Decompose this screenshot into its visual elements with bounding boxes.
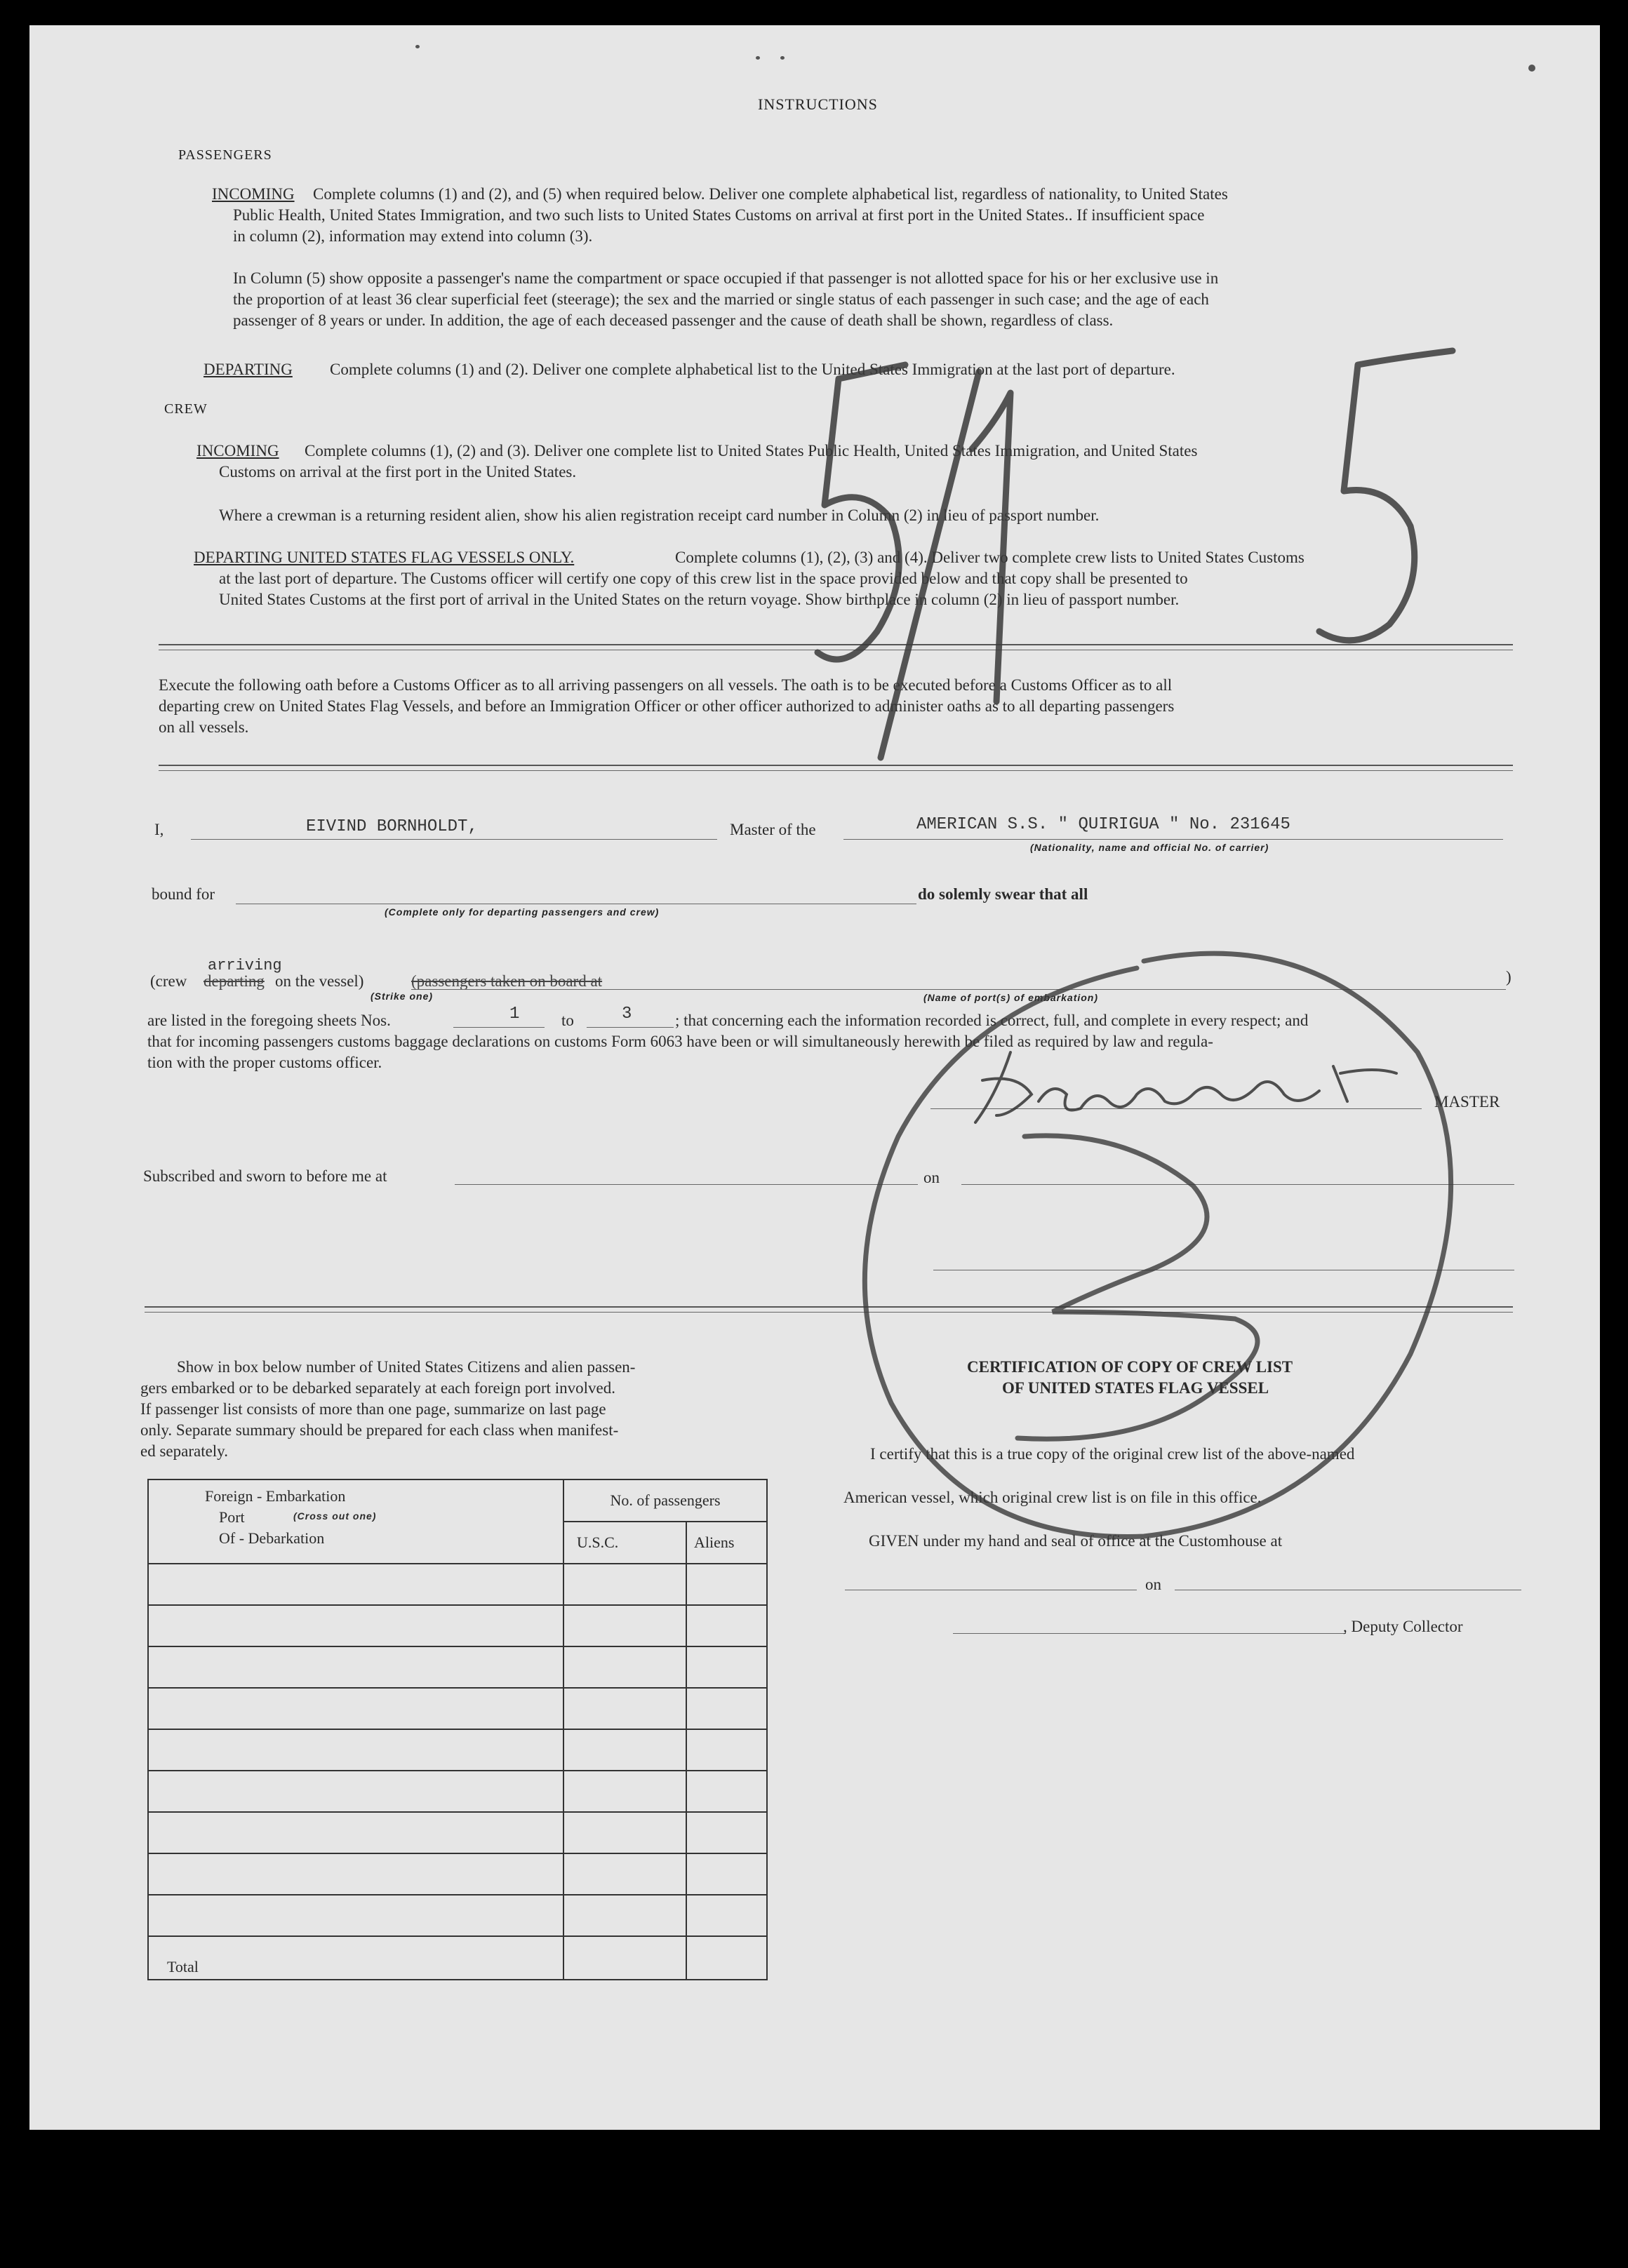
aliens-cell	[686, 1646, 767, 1688]
master-of-label: Master of the	[730, 821, 816, 838]
incoming-label: INCOMING	[212, 185, 295, 203]
subscribed-date-line	[961, 1184, 1514, 1185]
incoming-text-cont2: in column (2), information may extend into column (3).	[233, 227, 593, 245]
aliens-cell	[686, 1688, 767, 1729]
table-row	[148, 1646, 767, 1688]
bound-for-caption: (Complete only for departing passengers and crew)	[385, 906, 660, 918]
to-label: to	[561, 1012, 574, 1029]
aliens-cell	[686, 1729, 767, 1771]
ports-caption: (Name of port(s) of embarkation)	[923, 992, 1099, 1003]
instructions-title: INSTRUCTIONS	[758, 95, 878, 113]
usc-cell	[563, 1812, 686, 1853]
aliens-total-cell	[686, 1936, 767, 1980]
sheet-from: 1	[509, 1005, 520, 1024]
oath-i-label: I,	[154, 821, 164, 838]
crew-incoming-text-cont: Customs on arrival at the first port in the United States.	[219, 463, 577, 481]
departing-flag-text-3: United States Customs at the first port of arrival in the United States on the return voyage. Show birthplace in column (2) in lieu of passport number.	[219, 591, 1180, 608]
certification-line3: GIVEN under my hand and seal of office at the Customhouse at	[869, 1532, 1283, 1550]
ports-line	[411, 989, 1506, 990]
sheet-from-line	[453, 1027, 545, 1028]
usc-header: U.S.C.	[563, 1522, 686, 1564]
crew-heading: CREW	[164, 401, 208, 417]
port-cell	[148, 1771, 563, 1812]
oath-intro: Execute the following oath before a Customs Officer as to all arriving passengers on all vessels. The oath is to be executed before a Customs Officer as to all departing crew on United States Flag Vessels, and before an Immigration Officer or other officer authorized to administer oaths as to all departing passengers on all vessels.	[159, 676, 1175, 736]
port-cell	[148, 1895, 563, 1936]
table-row	[148, 1729, 767, 1771]
table-row	[148, 1605, 767, 1646]
usc-cell	[563, 1646, 686, 1688]
crewman-text: Where a crewman is a returning resident alien, show his alien registration receipt card number in Column (2) in lieu of passport number.	[219, 506, 1100, 524]
port-cell	[148, 1688, 563, 1729]
table-row	[148, 1853, 767, 1895]
declaration-line2: that for incoming passengers customs baggage declarations on customs Form 6063 have been or will simultaneously herewith be filed as required by law and regula-	[147, 1033, 1213, 1050]
certification-title-line2: OF UNITED STATES FLAG VESSEL	[1002, 1379, 1269, 1397]
usc-cell	[563, 1895, 686, 1936]
declaration-line3: tion with the proper customs officer.	[147, 1054, 382, 1071]
incoming-text-cont: Public Health, United States Immigration, and two such lists to United States Customs on arrival at first port in the United States.. If insufficient space	[233, 206, 1205, 224]
departing-struck: departing	[204, 972, 265, 990]
speck	[1528, 65, 1535, 72]
passenger-summary-table	[147, 1479, 768, 1980]
divider	[159, 765, 1513, 766]
aliens-cell	[686, 1605, 767, 1646]
port-cell	[148, 1853, 563, 1895]
usc-cell	[563, 1605, 686, 1646]
passengers-header: No. of passengers	[563, 1479, 767, 1522]
divider	[159, 644, 1513, 645]
table-row	[148, 1812, 767, 1853]
divider	[145, 1312, 1513, 1313]
total-row	[148, 1936, 767, 1980]
port-cell	[148, 1729, 563, 1771]
port-column-header	[148, 1479, 563, 1564]
strike-caption: (Strike one)	[371, 991, 434, 1002]
deputy-collector-label: , Deputy Collector	[1343, 1618, 1463, 1635]
certification-line2: American vessel, which original crew list is on file in this office.	[843, 1489, 1262, 1506]
aliens-cell	[686, 1771, 767, 1812]
departing-flag-text-2: at the last port of departure. The Customs officer will certify one copy of this crew list in the space provided below and that copy shall be presented to	[219, 570, 1188, 587]
arriving-typed: arriving	[208, 957, 282, 974]
sheet-to-line	[587, 1027, 674, 1028]
aliens-cell	[686, 1564, 767, 1605]
port-cell	[148, 1812, 563, 1853]
bound-for-label: bound for	[152, 885, 215, 903]
crew-prefix: (crew	[150, 972, 187, 990]
departing-text: Complete columns (1) and (2). Deliver one complete alphabetical list to the United States Immigration at the last port of departure.	[330, 361, 1175, 378]
subscribed-place-line	[455, 1184, 918, 1185]
master-name: EIVIND BORNHOLDT,	[306, 817, 478, 836]
sheet-to: 3	[622, 1005, 632, 1024]
certification-line1: I certify that this is a true copy of the original crew list of the above-named	[870, 1445, 1355, 1463]
table-row	[148, 1564, 767, 1605]
vessel-line	[843, 839, 1503, 840]
port-header-line3: Of - Debarkation	[219, 1529, 325, 1547]
column5-text: In Column (5) show opposite a passenger's name the compartment or space occupied if that passenger is not allotted space for his or her exclusive use in the proportion of at least 36 clear superficial feet (steerage); the sex and the married or single status of each passenger in such case; and the age of each passenger of 8 years or under. In addition, the age of each deceased passenger and the cause of death shall be shown, regardless of class.	[233, 269, 1219, 329]
sheets-prefix: are listed in the foregoing sheets Nos.	[147, 1012, 391, 1029]
incoming-text: Complete columns (1) and (2), and (5) when required below. Deliver one complete alphabetical list, regardless of nationality, to United States	[313, 185, 1228, 203]
aliens-header: Aliens	[686, 1522, 767, 1564]
aliens-cell	[686, 1812, 767, 1853]
usc-cell	[563, 1688, 686, 1729]
departing-flag-text: Complete columns (1), (2), (3) and (4). Deliver two complete crew lists to United States Customs	[675, 549, 1305, 566]
passengers-struck: (passengers taken on board at	[411, 972, 603, 990]
aliens-cell	[686, 1895, 767, 1936]
speck	[780, 56, 785, 60]
master-label: MASTER	[1434, 1093, 1500, 1110]
certification-title-line1: CERTIFICATION OF COPY OF CREW LIST	[967, 1358, 1293, 1376]
table-row	[148, 1688, 767, 1729]
port-header-line2: Port	[219, 1508, 245, 1526]
port-cell	[148, 1646, 563, 1688]
master-signature-line	[930, 1108, 1422, 1109]
usc-cell	[563, 1771, 686, 1812]
vessel-info: AMERICAN S.S. " QUIRIGUA " No. 231645	[916, 815, 1290, 834]
certification-on-label: on	[1145, 1576, 1161, 1593]
divider	[159, 770, 1513, 771]
subscribed-on-label: on	[923, 1169, 940, 1186]
port-cell	[148, 1605, 563, 1646]
crew-incoming-label: INCOMING	[196, 442, 279, 459]
aliens-cell	[686, 1853, 767, 1895]
passengers-heading: PASSENGERS	[178, 147, 272, 163]
port-header-line1: Foreign - Embarkation	[205, 1487, 346, 1505]
usc-cell	[563, 1729, 686, 1771]
table-row	[148, 1771, 767, 1812]
crew-incoming-text: Complete columns (1), (2) and (3). Deliver one complete list to United States Public Health, United States Immigration, and United States	[305, 442, 1198, 459]
sheets-suffix: ; that concerning each the information recorded is correct, full, and complete in every respect; and	[675, 1012, 1309, 1029]
divider	[145, 1306, 1513, 1308]
usc-cell	[563, 1853, 686, 1895]
swear-text: do solemly swear that all	[918, 885, 1088, 903]
close-paren: )	[1506, 968, 1512, 986]
master-name-line	[191, 839, 717, 840]
speck	[756, 56, 760, 60]
usc-cell	[563, 1564, 686, 1605]
subscribed-label: Subscribed and sworn to before me at	[143, 1167, 387, 1185]
total-label: Total	[148, 1936, 563, 1980]
on-vessel-text: on the vessel)	[275, 972, 364, 990]
port-cell	[148, 1564, 563, 1605]
departing-flag-label: DEPARTING UNITED STATES FLAG VESSELS ONLY.	[194, 549, 575, 566]
deputy-signature-line	[953, 1633, 1346, 1634]
departing-label: DEPARTING	[204, 361, 293, 378]
summary-instructions: Show in box below number of United States Citizens and alien passen- gers embarked or to be debarked separately at each foreign port involved. If passenger list consists of more than one page, summarize on last page only. Separate summary should be prepared for each class when manifest- ed separately.	[140, 1358, 636, 1460]
table-row	[148, 1895, 767, 1936]
speck	[415, 45, 420, 48]
cross-out-caption: (Cross out one)	[293, 1510, 377, 1522]
usc-total-cell	[563, 1936, 686, 1980]
vessel-caption: (Nationality, name and official No. of carrier)	[1030, 842, 1269, 853]
